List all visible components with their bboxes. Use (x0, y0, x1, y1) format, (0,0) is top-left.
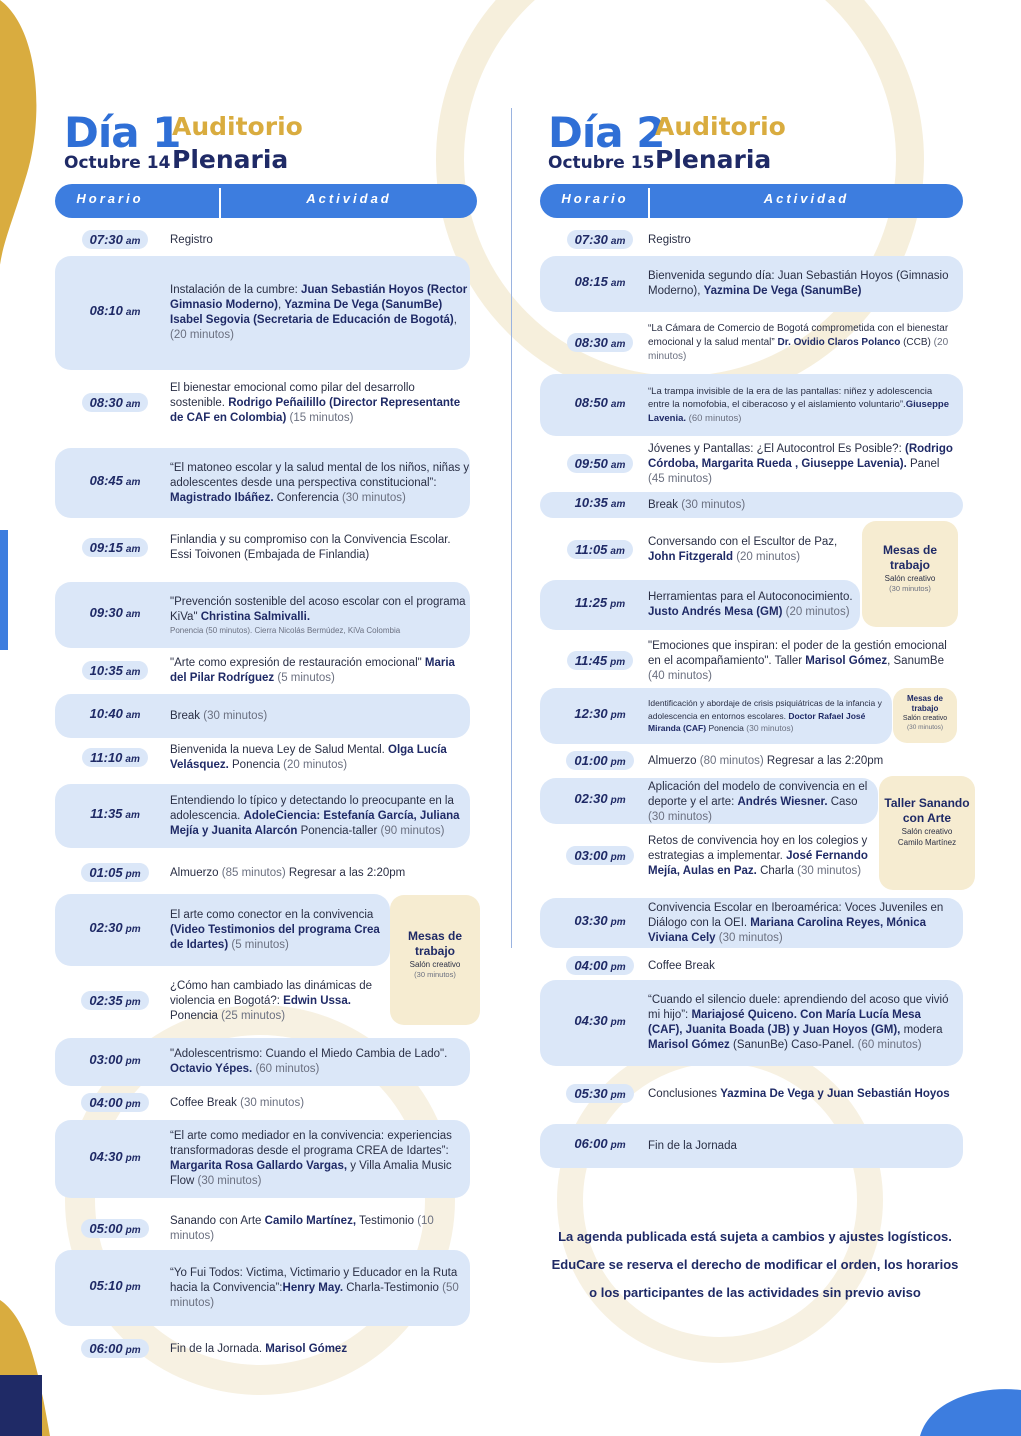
day2-row (0, 980, 1021, 1066)
activity-text: Sanando con Arte Camilo Martínez, Testimonio (10 minutos) (170, 1215, 434, 1242)
day2-row (0, 746, 1021, 776)
activity-text: Finlandia y su compromiso con la Convivencia Escolar. Essi Toivonen (Embajada de Finlandia) (170, 534, 451, 561)
activity-text: Coffee Break (30 minutos) (170, 1096, 305, 1109)
disclaimer-line1: La agenda publicada está sujeta a cambios y ajustes logísticos. (558, 1229, 952, 1244)
side-duration: (30 minutos) (906, 724, 944, 731)
day2-row (0, 778, 1021, 824)
time-slot: 07:30 am (60, 230, 170, 249)
day1-table-header (55, 184, 477, 218)
time-slot: 09:50 am (545, 454, 655, 473)
time-slot: 09:30 am (89, 605, 141, 620)
day2-side-mesas-trabajo (862, 521, 958, 627)
activity-text: Entendiendo lo típico y detectando lo preocupante en la adolescencia. AdoleCiencia: Estefanía García, Juliana Mejía y Juanita Alarcón Ponencia-taller (90 minutos) (170, 794, 460, 837)
activity-text: Bienvenida la nueva Ley de Salud Mental. Olga Lucía Velásquez. Ponencia (20 minutos) (170, 744, 447, 771)
activity-text: “La Cámara de Comercio de Bogotá comprometida con el bienestar emocional y la salud mental” Dr. Ovidio Claros Polanco (CCB) (20 minutos) (648, 323, 949, 362)
activity-text: “El arte como mediador en la convivencia: experiencias transformadoras desde el programa CREA de Idartes”: Margarita Rosa Gallardo Vargas, y Villa Amalia Music Flow (30 minutos) (170, 1130, 452, 1187)
activity-text: Jóvenes y Pantallas: ¿El Autocontrol Es Posible?: (Rodrigo Córdoba, Margarita Rueda , Giuseppe Lavenia). Panel (45 minutos) (648, 442, 953, 485)
side-location: Salón creativo (409, 960, 461, 969)
time-slot: 01:00 pm (545, 751, 655, 770)
day2-row (0, 1072, 1021, 1116)
activity-text: Aplicación del modelo de convivencia en el deporte y el arte: Andrés Wiesner. Caso (30 minutos) (648, 781, 868, 823)
time-slot: 11:10 am (60, 748, 170, 767)
day1-venue-line2: Plenaria (172, 145, 289, 174)
day2-side-taller (879, 776, 975, 890)
activity-text: Registro (648, 233, 691, 246)
time-slot: 11:45 pm (545, 651, 655, 670)
side-title: Mesas de trabajo (882, 543, 938, 572)
disclaimer-line3: o los participantes de las actividades sin previo aviso (589, 1285, 921, 1300)
time-slot: 03:00 pm (89, 1052, 141, 1067)
day2-venue-line2: Plenaria (655, 145, 772, 174)
day1-venue-line1: Auditorio (172, 112, 303, 141)
day2-title: Día 2 (548, 108, 665, 157)
day2-row (0, 492, 1021, 518)
activity-text: Almuerzo (80 minutos) Regresar a las 2:20pm (648, 754, 884, 767)
time-slot: 08:45 am (89, 473, 141, 488)
side-duration: (30 minutos) (889, 584, 931, 593)
activity-text: Herramientas para el Autoconocimiento. Justo Andrés Mesa (GM) (20 minutos) (648, 591, 853, 618)
activity-text: “Yo Fui Todos: Victima, Victimario y Educador en la Ruta hacia la Convivencia”:Henry May. Charla-Testimonio (50 minutos) (170, 1266, 459, 1309)
activity-text: “La trampa invisible de la era de las pantallas: niñez y adolescencia entre la nomofobia, el ciberacoso y el aislamiento voluntario”.Giuseppe Lavenia. (60 minutos) (648, 385, 949, 424)
day2-row (0, 898, 1021, 948)
time-slot: 11:25 pm (574, 595, 626, 610)
side-title: Mesas de trabajo (906, 694, 944, 713)
day2-col-actividad: Actividad (763, 191, 850, 206)
activity-text: Coffee Break (648, 959, 715, 972)
activity-text: "Arte como expresión de restauración emocional" Maria del Pilar Rodríguez (5 minutos) (170, 657, 455, 684)
time-slot: 09:15 am (60, 538, 170, 557)
time-slot: 05:00 pm (60, 1219, 170, 1238)
activity-text: Identificación y abordaje de crisis psiquiátricas de la infancia y adolescencia en entornos escolares. Doctor Rafael José Miranda (CAF) Ponencia (30 minutos) (648, 698, 882, 733)
day2-row (0, 688, 1021, 744)
time-slot: 03:30 pm (574, 913, 626, 928)
time-slot: 12:30 pm (574, 706, 626, 721)
day2-side-mesas-trabajo-small (893, 688, 957, 743)
time-slot: 05:30 pm (545, 1084, 655, 1103)
day2-table-header (540, 184, 963, 218)
activity-text: Instalación de la cumbre: Juan Sebastián Hoyos (Rector Gimnasio Moderno), Yazmina De Vega (SanumBe) Isabel Segovia (Secretaria de Educación de Bogotá), (20 minutos) (170, 284, 468, 341)
day2-row (0, 1124, 1021, 1168)
day2-date: Octubre 15 (548, 153, 655, 173)
time-slot: 04:00 pm (60, 1093, 170, 1112)
time-slot: 10:35 am (574, 495, 626, 510)
activity-text: Almuerzo (85 minutos) Regresar a las 2:20pm (170, 866, 406, 879)
activity-text: El arte como conector en la convivencia (Video Testimonios del programa Crea de Idartes) (5 minutos) (170, 908, 380, 951)
day1-col-actividad: Actividad (306, 191, 392, 206)
side-location: Salón creativo (884, 574, 936, 583)
day2-row (0, 438, 1021, 490)
time-slot: 04:30 pm (574, 1013, 626, 1028)
time-slot: 10:40 am (89, 706, 141, 721)
day2-row (0, 374, 1021, 436)
activity-text: Convivencia Escolar en Iberoamérica: Voces Juveniles en Diálogo con la OEI. Mariana Carolina Reyes, Mónica Viviana Cely (30 minutos) (648, 901, 944, 944)
activity-text: “Cuando el silencio duele: aprendiendo del acoso que vivió mi hijo”: Mariajosé Quiceno. Con María Lucía Mesa (CAF), Juanita Boada (JB) y Juan Hoyos (GM), modera Marisol Gómez (SanunBe) Caso-Panel. (60 minutos) (648, 994, 949, 1051)
side-person: Camilo Martínez (897, 838, 957, 847)
day1-side-mesas-trabajo (390, 895, 480, 1025)
time-slot: 08:15 am (574, 274, 626, 289)
day2-row (0, 634, 1021, 688)
day2-row (0, 826, 1021, 886)
side-location: Salón creativo (901, 827, 953, 836)
day2-row (0, 954, 1021, 978)
activity-text: Bienvenida segundo día: Juan Sebastián Hoyos (Gimnasio Moderno), Yazmina De Vega (SanumBe) (648, 270, 949, 297)
time-slot: 06:00 pm (574, 1136, 626, 1151)
day2-row (0, 316, 1021, 370)
time-slot: 06:00 pm (60, 1339, 170, 1358)
time-slot: 10:35 am (60, 661, 170, 680)
activity-text: Fin de la Jornada (648, 1139, 737, 1152)
activity-text: Conversando con el Escultor de Paz, John Fitzgerald (20 minutos) (648, 536, 838, 563)
time-slot: 03:00 pm (545, 846, 655, 865)
time-slot: 01:05 pm (60, 863, 170, 882)
day1-col-horario: Horario (76, 191, 144, 206)
activity-text: ¿Cómo han cambiado las dinámicas de violencia en Bogotá?: Edwin Ussa. Ponencia (25 minutos) (170, 979, 372, 1022)
time-slot: 04:30 pm (89, 1149, 141, 1164)
time-slot: 11:05 am (545, 540, 655, 559)
time-slot: 02:30 pm (89, 920, 141, 935)
activity-text: Break (30 minutos) (170, 709, 268, 722)
side-title: Mesas de trabajo (407, 929, 463, 958)
activity-text: Registro (170, 233, 213, 246)
time-slot: 04:00 pm (545, 956, 655, 975)
time-slot: 02:35 pm (60, 991, 170, 1010)
day2-row (0, 226, 1021, 254)
activity-text: “El matoneo escolar y la salud mental de los niños, niñas y adolescentes desde una perspectiva constitucional”: Magistrado Ibáñez. Conferencia (30 minutos) (170, 461, 470, 504)
activity-text: Conclusiones Yazmina De Vega y Juan Sebastián Hoyos (648, 1087, 950, 1100)
side-duration: (30 minutos) (414, 970, 456, 979)
day2-row (0, 256, 1021, 312)
side-title: Taller Sanando con Arte (884, 796, 970, 825)
day1-title: Día 1 (64, 108, 181, 157)
time-slot: 11:35 am (90, 806, 140, 821)
activity-text: Fin de la Jornada. Marisol Gómez (170, 1342, 348, 1355)
side-location: Salón creativo (902, 715, 948, 722)
time-slot: 07:30 am (545, 230, 655, 249)
time-slot: 02:30 pm (574, 791, 626, 806)
time-slot: 08:50 am (574, 395, 626, 410)
day2-col-horario: Horario (561, 191, 629, 206)
time-slot: 08:10 am (89, 303, 141, 318)
activity-text: "Prevención sostenible del acoso escolar con el programa KiVa" Christina Salmivalli. Ponencia (50 minutos). Cierra Nicolás Bermúdez, KiVa Colombia (170, 595, 466, 635)
day2-venue-line1: Auditorio (655, 112, 786, 141)
disclaimer-line2: EduCare se reserva el derecho de modificar el orden, los horarios (551, 1257, 959, 1272)
activity-text: Break (30 minutos) (648, 498, 746, 511)
activity-text: Retos de convivencia hoy en los colegios y estrategias a implementar. José Fernando Mejía, Aulas en Paz. Charla (30 minutos) (648, 834, 868, 877)
activity-text: El bienestar emocional como pilar del desarrollo sostenible. Rodrigo Peñailillo (Director Representante de CAF en Colombia) (15 minutos) (170, 381, 461, 424)
activity-text: "Emociones que inspiran: el poder de la gestión emocional en el acompañamiento". Taller Marisol Gómez, SanumBe (40 minutos) (648, 639, 947, 682)
time-slot: 05:10 pm (89, 1278, 141, 1293)
day1-row (0, 1334, 1021, 1364)
time-slot: 08:30 am (60, 393, 170, 412)
day1-date: Octubre 14 (64, 153, 171, 173)
disclaimer (520, 1223, 990, 1307)
activity-text: "Adolescentrismo: Cuando el Miedo Cambia de Lado". Octavio Yépes. (60 minutos) (170, 1048, 448, 1075)
time-slot: 08:30 am (545, 333, 655, 352)
